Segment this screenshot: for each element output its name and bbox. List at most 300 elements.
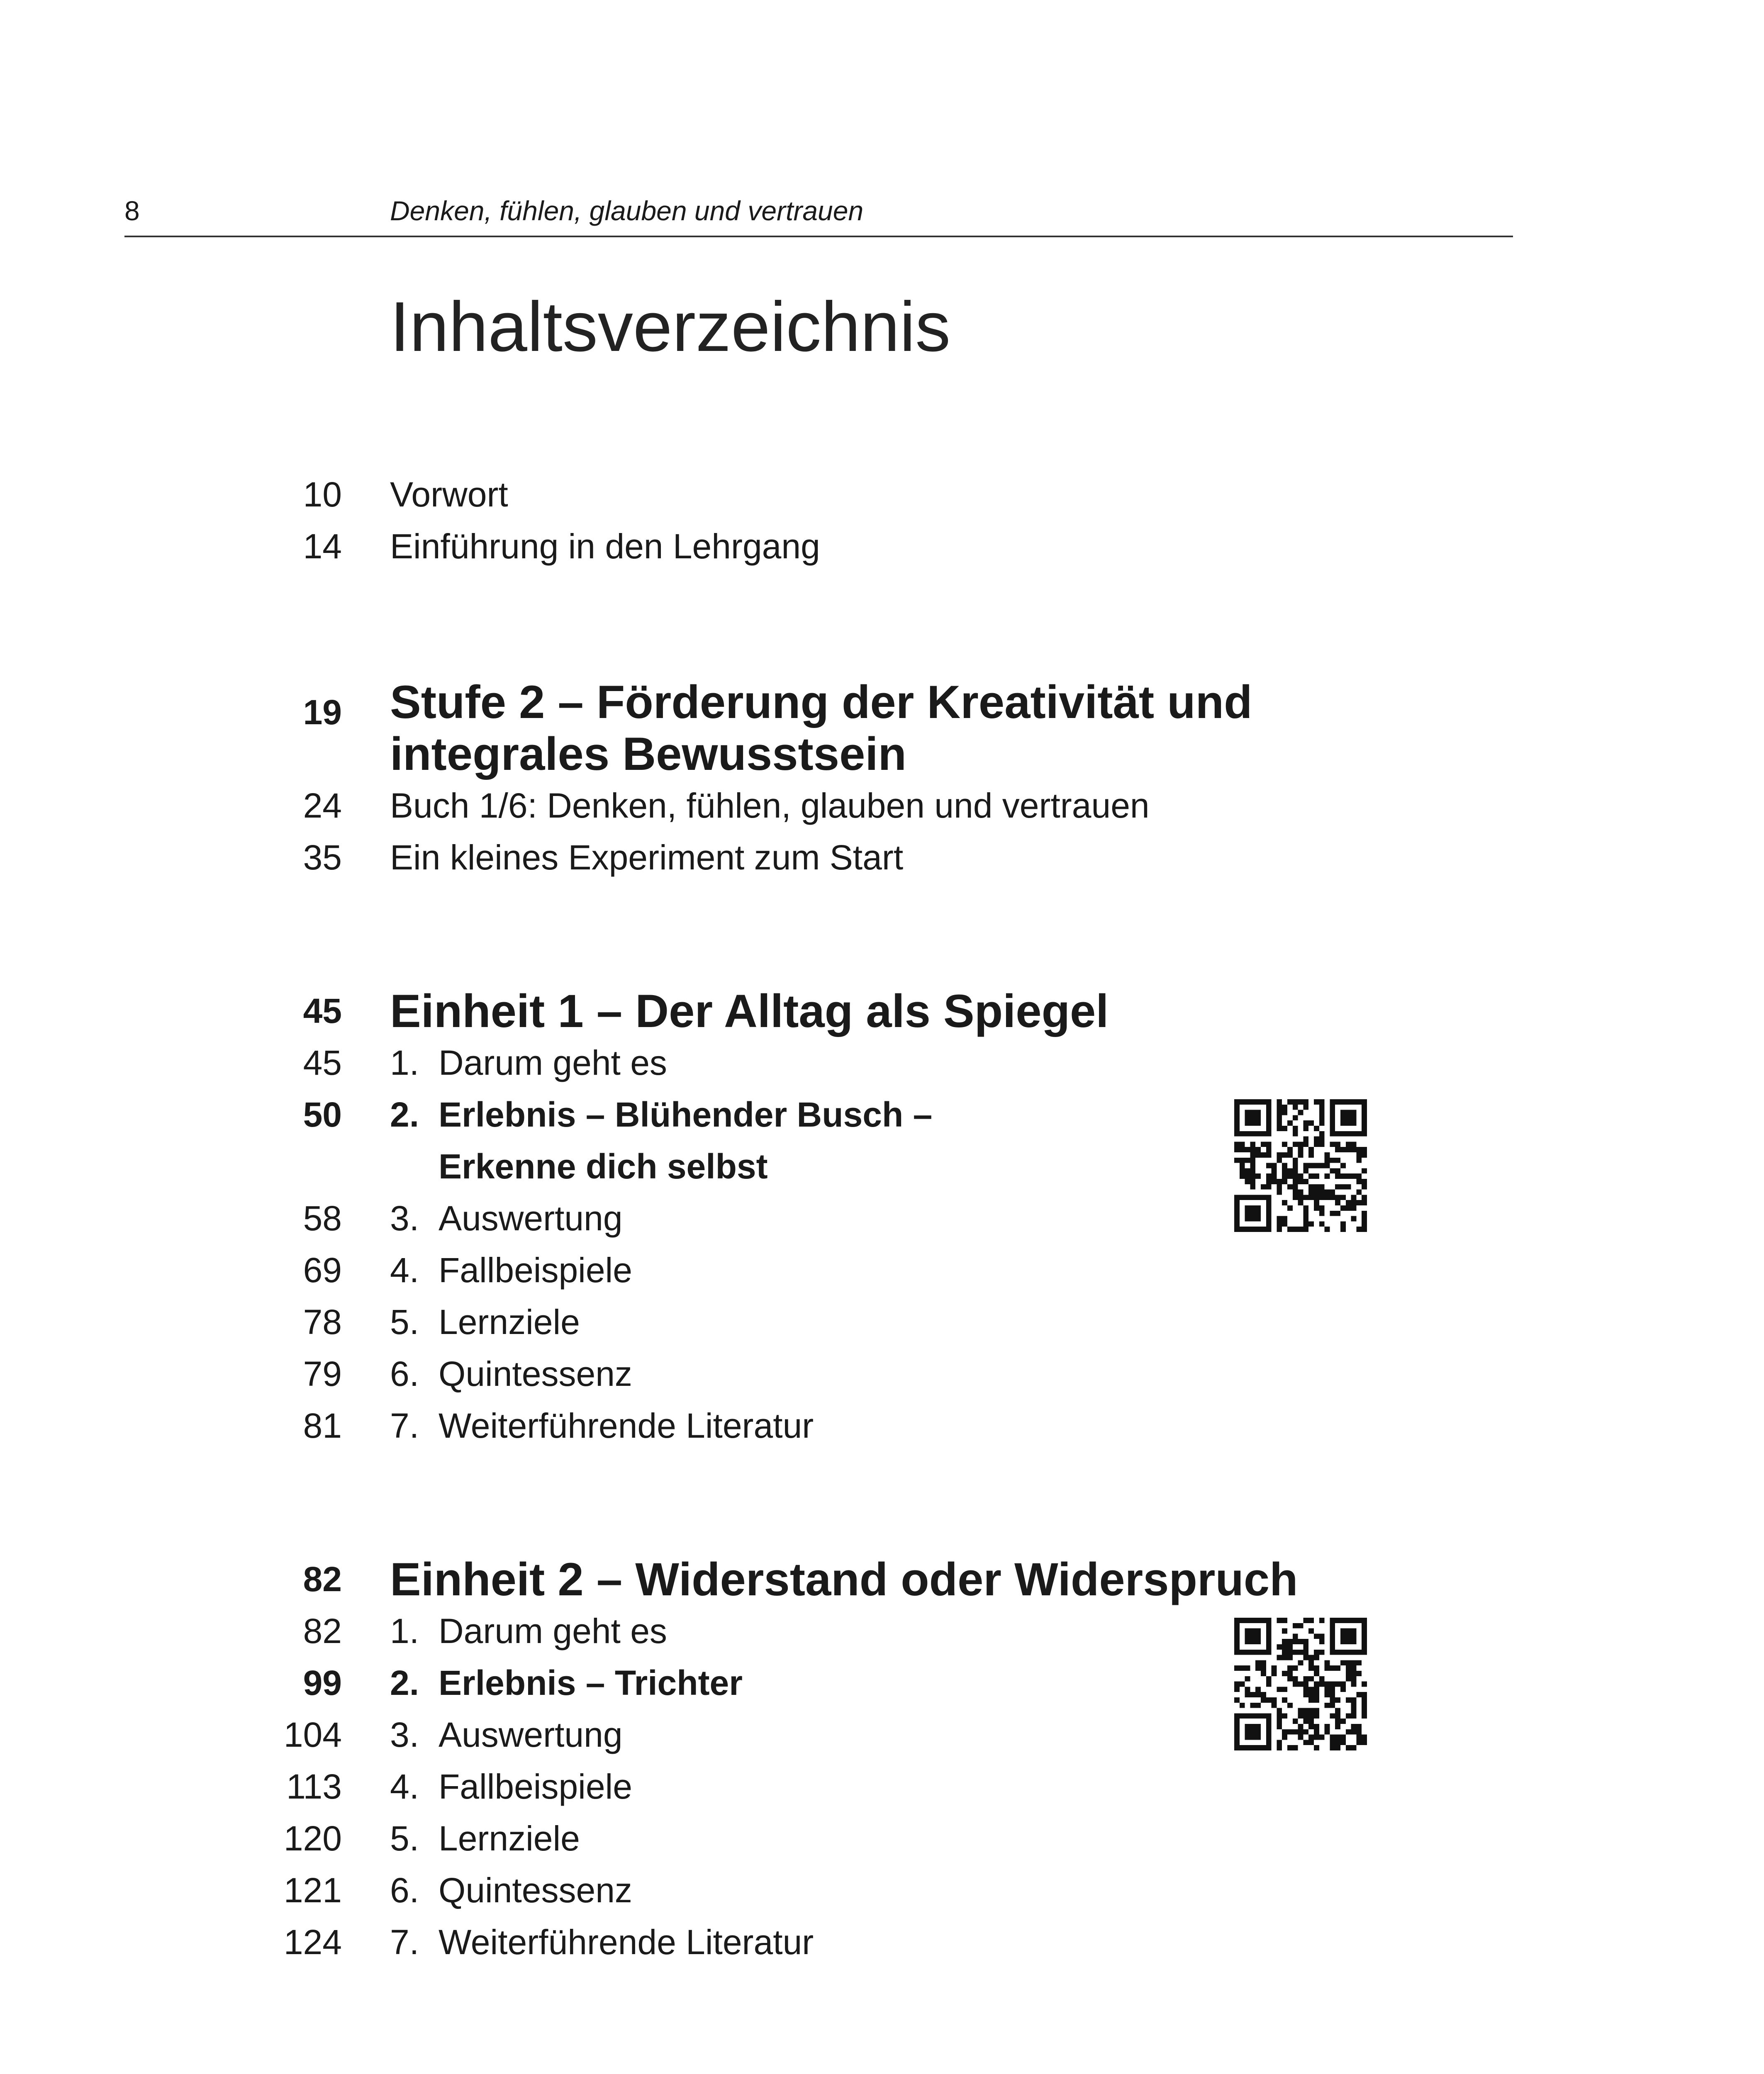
qr-module xyxy=(1255,1227,1261,1232)
qr-module xyxy=(1346,1110,1351,1115)
qr-module xyxy=(1272,1697,1277,1703)
qr-module xyxy=(1255,1650,1261,1655)
toc-entry-label: Auswertung xyxy=(439,1199,623,1238)
qr-module xyxy=(1314,1137,1319,1142)
qr-module xyxy=(1293,1676,1298,1682)
qr-module xyxy=(1335,1740,1340,1745)
qr-module xyxy=(1277,1120,1282,1126)
qr-module xyxy=(1340,1173,1346,1179)
qr-module xyxy=(1245,1131,1250,1137)
qr-module xyxy=(1314,1163,1319,1168)
qr-module xyxy=(1303,1227,1308,1232)
qr-module xyxy=(1351,1200,1357,1205)
qr-module xyxy=(1362,1639,1367,1644)
qr-module xyxy=(1330,1697,1335,1703)
qr-module xyxy=(1272,1173,1277,1179)
qr-module xyxy=(1277,1126,1282,1131)
qr-module xyxy=(1293,1682,1298,1687)
qr-module xyxy=(1356,1131,1362,1137)
qr-module xyxy=(1234,1126,1240,1131)
toc-entry-text xyxy=(390,1761,632,1813)
qr-module xyxy=(1255,1211,1261,1216)
qr-module xyxy=(1282,1697,1287,1703)
qr-module xyxy=(1330,1120,1335,1126)
qr-module xyxy=(1298,1639,1304,1644)
qr-module xyxy=(1303,1142,1308,1147)
qr-module xyxy=(1261,1195,1266,1200)
qr-module xyxy=(1240,1650,1245,1655)
page-number: 8 xyxy=(124,195,140,226)
qr-module xyxy=(1351,1729,1357,1735)
qr-module xyxy=(1346,1147,1351,1152)
qr-module xyxy=(1351,1142,1357,1147)
qr-module xyxy=(1319,1633,1325,1639)
qr-module xyxy=(1303,1644,1308,1650)
qr-module xyxy=(1266,1115,1272,1120)
toc-page-number: 45 xyxy=(303,1043,342,1082)
qr-module xyxy=(1319,1163,1325,1168)
qr-module xyxy=(1330,1211,1335,1216)
toc-page-number: 35 xyxy=(303,838,342,877)
qr-module xyxy=(1298,1142,1304,1147)
section-heading-line: Stufe 2 – Förderung der Kreativität und xyxy=(390,676,1252,728)
qr-module xyxy=(1287,1665,1293,1671)
qr-module xyxy=(1298,1729,1304,1735)
qr-module xyxy=(1308,1724,1314,1729)
qr-module xyxy=(1277,1740,1282,1745)
qr-module xyxy=(1346,1665,1351,1671)
qr-module xyxy=(1335,1131,1340,1137)
qr-module xyxy=(1308,1618,1314,1623)
qr-module xyxy=(1234,1697,1240,1703)
section-heading-einheit-2[interactable] xyxy=(0,1553,1764,1605)
qr-module xyxy=(1308,1152,1314,1158)
qr-module xyxy=(1234,1105,1240,1110)
qr-module xyxy=(1287,1120,1293,1126)
qr-module xyxy=(1245,1729,1250,1735)
qr-module xyxy=(1325,1729,1330,1735)
qr-module xyxy=(1298,1682,1304,1687)
toc-entry-index: 4. xyxy=(390,1251,419,1290)
qr-module xyxy=(1303,1126,1308,1131)
toc-entry-index: 4. xyxy=(390,1767,419,1806)
qr-module xyxy=(1330,1105,1335,1110)
qr-module xyxy=(1335,1708,1340,1714)
qr-module xyxy=(1261,1142,1266,1147)
qr-module xyxy=(1330,1190,1335,1195)
qr-module xyxy=(1314,1655,1319,1660)
qr-module xyxy=(1303,1740,1308,1745)
qr-module xyxy=(1340,1682,1346,1687)
qr-module xyxy=(1298,1179,1304,1184)
qr-module xyxy=(1330,1740,1335,1745)
qr-module xyxy=(1234,1719,1240,1724)
qr-module xyxy=(1298,1195,1304,1200)
qr-module xyxy=(1266,1633,1272,1639)
qr-code-icon[interactable] xyxy=(1234,1099,1367,1232)
qr-module xyxy=(1240,1227,1245,1232)
toc-entry[interactable] xyxy=(0,1037,1764,1089)
qr-module xyxy=(1234,1639,1240,1644)
qr-module xyxy=(1298,1200,1304,1205)
qr-module xyxy=(1293,1099,1298,1105)
toc-entry[interactable] xyxy=(0,1709,1764,1761)
qr-module xyxy=(1266,1623,1272,1629)
toc-entry[interactable] xyxy=(0,1865,1764,1916)
toc-entry[interactable] xyxy=(0,780,1764,832)
toc-entry-text: Buch 1/6: Denken, fühlen, glauben und vertrauen xyxy=(390,786,1150,825)
qr-module xyxy=(1308,1190,1314,1195)
qr-module xyxy=(1335,1200,1340,1205)
qr-module xyxy=(1255,1703,1261,1708)
qr-module xyxy=(1266,1105,1272,1110)
qr-module xyxy=(1319,1682,1325,1687)
toc-entry[interactable] xyxy=(0,521,1764,572)
qr-module xyxy=(1330,1115,1335,1120)
qr-module xyxy=(1330,1110,1335,1115)
qr-module xyxy=(1319,1142,1325,1147)
toc-entry-label: Erlebnis – Blühender Busch – xyxy=(439,1095,933,1134)
qr-module xyxy=(1325,1173,1330,1179)
toc-entry-label: Lernziele xyxy=(439,1819,580,1858)
qr-module xyxy=(1234,1216,1240,1222)
qr-module xyxy=(1240,1168,1245,1173)
qr-module xyxy=(1325,1665,1330,1671)
toc-entry[interactable] xyxy=(0,832,1764,884)
qr-module xyxy=(1303,1163,1308,1168)
toc-entry[interactable] xyxy=(0,1348,1764,1400)
qr-module xyxy=(1308,1147,1314,1152)
toc-page-number: 121 xyxy=(283,1871,342,1910)
qr-module xyxy=(1293,1190,1298,1195)
qr-module xyxy=(1314,1708,1319,1714)
qr-module xyxy=(1287,1205,1293,1211)
qr-module xyxy=(1362,1708,1367,1714)
qr-module xyxy=(1314,1633,1319,1639)
qr-module xyxy=(1356,1692,1362,1697)
qr-module xyxy=(1266,1724,1272,1729)
qr-module xyxy=(1308,1692,1314,1697)
qr-module xyxy=(1303,1708,1308,1714)
qr-module xyxy=(1325,1703,1330,1708)
qr-module xyxy=(1282,1618,1287,1623)
qr-module xyxy=(1277,1221,1282,1227)
qr-module xyxy=(1362,1713,1367,1719)
qr-module xyxy=(1250,1168,1255,1173)
qr-module xyxy=(1240,1665,1245,1671)
qr-module xyxy=(1250,1099,1255,1105)
toc-page-number: 78 xyxy=(303,1302,342,1341)
qr-module xyxy=(1277,1110,1282,1115)
qr-module xyxy=(1266,1650,1272,1655)
qr-module xyxy=(1335,1184,1340,1190)
qr-module xyxy=(1362,1735,1367,1740)
qr-module xyxy=(1351,1099,1357,1105)
qr-module xyxy=(1314,1200,1319,1205)
qr-module xyxy=(1308,1184,1314,1190)
qr-module xyxy=(1319,1115,1325,1120)
qr-module xyxy=(1298,1735,1304,1740)
qr-module xyxy=(1245,1216,1250,1222)
qr-module xyxy=(1240,1195,1245,1200)
qr-module xyxy=(1340,1184,1346,1190)
qr-module xyxy=(1362,1200,1367,1205)
qr-module xyxy=(1351,1115,1357,1120)
qr-module xyxy=(1303,1205,1308,1211)
qr-module xyxy=(1298,1708,1304,1714)
qr-module xyxy=(1266,1618,1272,1623)
qr-module xyxy=(1266,1676,1272,1682)
toc-entry[interactable] xyxy=(0,1605,1764,1657)
qr-module xyxy=(1287,1147,1293,1152)
qr-module xyxy=(1325,1692,1330,1697)
section-heading-stufe[interactable] xyxy=(0,676,1764,780)
qr-module xyxy=(1234,1120,1240,1126)
qr-module xyxy=(1293,1173,1298,1179)
qr-module xyxy=(1308,1629,1314,1634)
qr-module xyxy=(1351,1650,1357,1655)
qr-module xyxy=(1293,1184,1298,1190)
qr-module xyxy=(1319,1190,1325,1195)
qr-module xyxy=(1250,1650,1255,1655)
qr-module xyxy=(1282,1105,1287,1110)
qr-module xyxy=(1250,1115,1255,1120)
qr-module xyxy=(1234,1158,1240,1163)
qr-module xyxy=(1340,1221,1346,1227)
toc-entry-index: 1. xyxy=(390,1043,419,1082)
qr-module xyxy=(1346,1745,1351,1750)
qr-module xyxy=(1325,1195,1330,1200)
qr-module xyxy=(1351,1676,1357,1682)
toc-entry[interactable] xyxy=(0,1813,1764,1865)
qr-module xyxy=(1303,1099,1308,1105)
qr-module xyxy=(1277,1216,1282,1222)
qr-module xyxy=(1245,1179,1250,1184)
qr-module xyxy=(1330,1687,1335,1692)
qr-module xyxy=(1261,1660,1266,1665)
toc-entry-text xyxy=(390,1037,667,1089)
qr-module xyxy=(1303,1655,1308,1660)
qr-module xyxy=(1308,1735,1314,1740)
toc-entry-index: 7. xyxy=(390,1406,419,1445)
toc-entry[interactable] xyxy=(0,1916,1764,1968)
qr-module xyxy=(1282,1142,1287,1147)
qr-code-icon[interactable] xyxy=(1234,1618,1367,1750)
qr-module xyxy=(1298,1147,1304,1152)
qr-module xyxy=(1266,1713,1272,1719)
qr-module xyxy=(1293,1639,1298,1644)
qr-module xyxy=(1308,1163,1314,1168)
qr-module xyxy=(1335,1650,1340,1655)
qr-module xyxy=(1282,1216,1287,1222)
qr-module xyxy=(1356,1740,1362,1745)
qr-module xyxy=(1255,1195,1261,1200)
qr-module xyxy=(1298,1110,1304,1115)
qr-module xyxy=(1330,1629,1335,1634)
toc-entry[interactable] xyxy=(0,469,1764,521)
toc-entry-text xyxy=(390,1193,623,1244)
qr-module xyxy=(1255,1173,1261,1179)
toc-entry-continuation[interactable] xyxy=(0,1141,1764,1193)
toc-page-number: 124 xyxy=(283,1923,342,1962)
qr-module xyxy=(1308,1221,1314,1227)
qr-module xyxy=(1245,1115,1250,1120)
qr-module xyxy=(1351,1713,1357,1719)
toc-entry-index: 5. xyxy=(390,1302,419,1341)
qr-module xyxy=(1245,1676,1250,1682)
qr-module xyxy=(1272,1179,1277,1184)
qr-module xyxy=(1277,1184,1282,1190)
qr-module xyxy=(1250,1173,1255,1179)
qr-module xyxy=(1266,1221,1272,1227)
qr-module xyxy=(1335,1665,1340,1671)
qr-module xyxy=(1362,1633,1367,1639)
running-title: Denken, fühlen, glauben und vertrauen xyxy=(390,195,864,226)
qr-module xyxy=(1266,1131,1272,1137)
qr-module xyxy=(1245,1110,1250,1115)
qr-module xyxy=(1261,1099,1266,1105)
toc-entry[interactable] xyxy=(0,1761,1764,1813)
qr-module xyxy=(1346,1697,1351,1703)
qr-module xyxy=(1245,1735,1250,1740)
qr-module xyxy=(1335,1697,1340,1703)
toc-entry-highlighted[interactable] xyxy=(0,1657,1764,1709)
qr-module xyxy=(1335,1682,1340,1687)
qr-module xyxy=(1272,1163,1277,1168)
qr-module xyxy=(1266,1184,1272,1190)
qr-module xyxy=(1240,1158,1245,1163)
qr-module xyxy=(1319,1205,1325,1211)
qr-module xyxy=(1340,1120,1346,1126)
qr-module xyxy=(1319,1105,1325,1110)
qr-module xyxy=(1335,1724,1340,1729)
qr-module xyxy=(1250,1618,1255,1623)
toc-entry-label: Quintessenz xyxy=(439,1871,632,1910)
toc-entry-highlighted[interactable] xyxy=(0,1089,1764,1141)
qr-module xyxy=(1266,1126,1272,1131)
qr-module xyxy=(1293,1665,1298,1671)
qr-module xyxy=(1351,1665,1357,1671)
qr-module xyxy=(1293,1163,1298,1168)
qr-module xyxy=(1282,1110,1287,1115)
qr-module xyxy=(1266,1110,1272,1115)
toc-entry[interactable] xyxy=(0,1193,1764,1244)
qr-module xyxy=(1330,1131,1335,1137)
qr-module xyxy=(1282,1163,1287,1168)
qr-module xyxy=(1325,1158,1330,1163)
qr-module xyxy=(1351,1671,1357,1676)
qr-module xyxy=(1314,1142,1319,1147)
qr-module xyxy=(1282,1644,1287,1650)
qr-module xyxy=(1277,1644,1282,1650)
qr-module xyxy=(1293,1623,1298,1629)
qr-module xyxy=(1234,1211,1240,1216)
qr-module xyxy=(1314,1184,1319,1190)
qr-module xyxy=(1255,1115,1261,1120)
section-heading-einheit-1[interactable] xyxy=(0,985,1764,1037)
qr-module xyxy=(1234,1687,1240,1692)
qr-module xyxy=(1282,1126,1287,1131)
qr-module xyxy=(1266,1682,1272,1687)
qr-module xyxy=(1362,1115,1367,1120)
qr-module xyxy=(1298,1190,1304,1195)
qr-module xyxy=(1234,1735,1240,1740)
qr-module xyxy=(1346,1629,1351,1634)
qr-module xyxy=(1308,1195,1314,1200)
qr-module xyxy=(1346,1120,1351,1126)
qr-module xyxy=(1330,1665,1335,1671)
qr-module xyxy=(1255,1152,1261,1158)
qr-module xyxy=(1346,1205,1351,1211)
qr-module xyxy=(1351,1708,1357,1714)
qr-module xyxy=(1303,1650,1308,1655)
qr-module xyxy=(1282,1152,1287,1158)
qr-module xyxy=(1250,1639,1255,1644)
qr-module xyxy=(1325,1724,1330,1729)
qr-module xyxy=(1314,1724,1319,1729)
toc-entry[interactable] xyxy=(0,1296,1764,1348)
qr-module xyxy=(1266,1735,1272,1740)
toc-entry[interactable] xyxy=(0,1400,1764,1452)
qr-module xyxy=(1314,1735,1319,1740)
qr-module xyxy=(1293,1115,1298,1120)
qr-module xyxy=(1234,1665,1240,1671)
qr-module xyxy=(1319,1639,1325,1644)
qr-module xyxy=(1266,1099,1272,1105)
qr-module xyxy=(1330,1618,1335,1623)
qr-module xyxy=(1314,1195,1319,1200)
qr-module xyxy=(1266,1697,1272,1703)
toc-page-number: 24 xyxy=(303,786,342,825)
qr-module xyxy=(1314,1190,1319,1195)
qr-module xyxy=(1255,1724,1261,1729)
qr-module xyxy=(1351,1110,1357,1115)
qr-module xyxy=(1287,1703,1293,1708)
qr-module xyxy=(1298,1713,1304,1719)
qr-module xyxy=(1362,1131,1367,1137)
qr-module xyxy=(1245,1724,1250,1729)
qr-module xyxy=(1293,1729,1298,1735)
qr-module xyxy=(1240,1173,1245,1179)
qr-module xyxy=(1340,1687,1346,1692)
qr-module xyxy=(1340,1115,1346,1120)
qr-module xyxy=(1287,1639,1293,1644)
qr-module xyxy=(1303,1105,1308,1110)
qr-module xyxy=(1287,1173,1293,1179)
qr-module xyxy=(1314,1650,1319,1655)
qr-module xyxy=(1282,1173,1287,1179)
qr-module xyxy=(1255,1735,1261,1740)
qr-module xyxy=(1346,1142,1351,1147)
qr-module xyxy=(1362,1618,1367,1623)
qr-module xyxy=(1261,1131,1266,1137)
qr-module xyxy=(1330,1703,1335,1708)
qr-module xyxy=(1287,1676,1293,1682)
toc-entry-text xyxy=(390,1400,814,1452)
qr-module xyxy=(1362,1179,1367,1184)
qr-module xyxy=(1351,1724,1357,1729)
toc-entry[interactable] xyxy=(0,1244,1764,1296)
qr-module xyxy=(1245,1099,1250,1105)
qr-module xyxy=(1272,1703,1277,1708)
toc-entry-index: 5. xyxy=(390,1819,419,1858)
qr-module xyxy=(1234,1147,1240,1152)
qr-module xyxy=(1261,1152,1266,1158)
qr-module xyxy=(1255,1099,1261,1105)
qr-module xyxy=(1303,1713,1308,1719)
qr-module xyxy=(1325,1152,1330,1158)
qr-module xyxy=(1245,1158,1250,1163)
